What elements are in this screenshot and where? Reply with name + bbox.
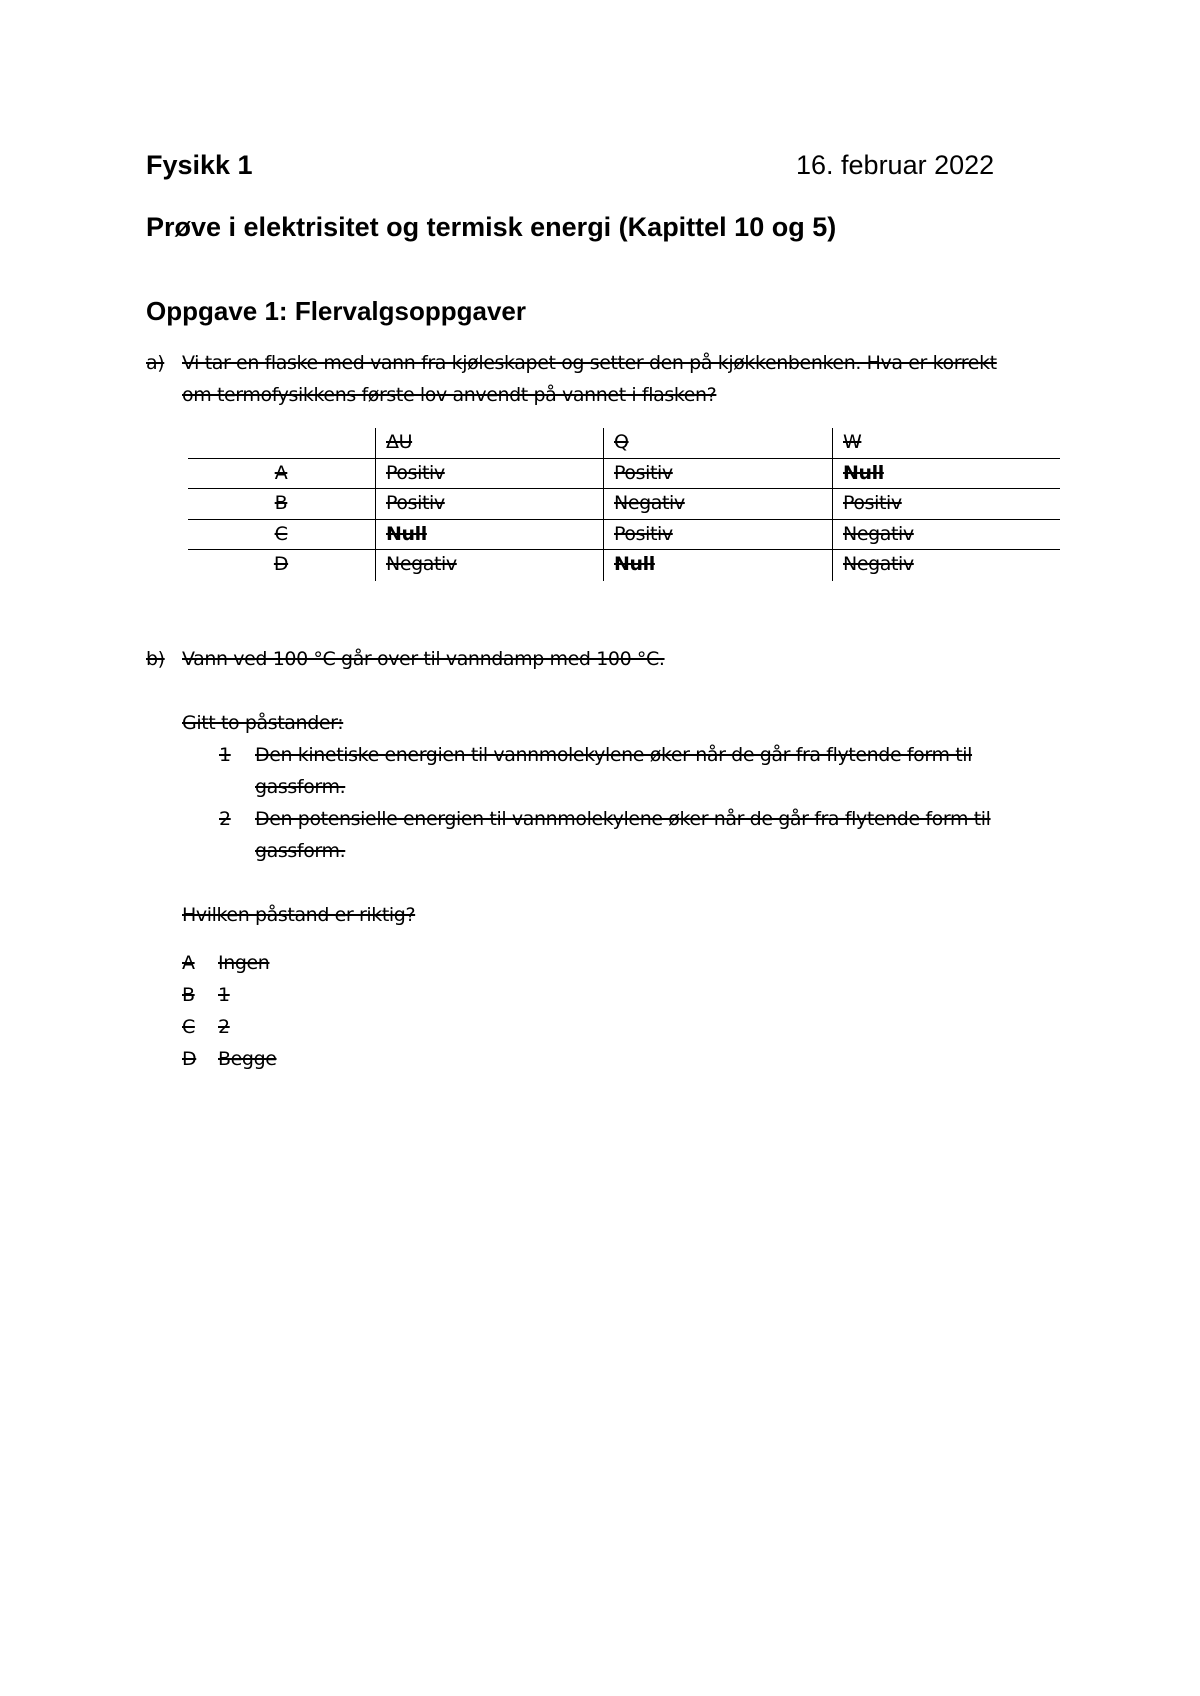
table-cell: Negativ [843,553,914,575]
option-b-letter: B [182,984,195,1006]
question-b-marker: b) [146,648,165,670]
table-column-divider [832,428,833,581]
table-header-delta-u: ΔU [386,431,413,453]
table-row-divider [188,488,1060,489]
option-d-text: Begge [218,1048,277,1070]
option-d-letter: D [182,1048,197,1070]
claim-1-line2: gassform. [255,776,346,798]
table-cell: Null [614,553,655,575]
table-row-label-d: D [273,553,289,575]
test-date: 16. februar 2022 [796,150,995,180]
claim-1-line1: Den kinetiske energien til vannmolekylene øker når de går fra flytende form til [255,744,973,766]
table-column-divider [375,428,376,581]
table-cell: Negativ [843,523,914,545]
claim-2-number: 2 [219,808,231,830]
table-cell: Null [386,523,427,545]
table-cell: Positiv [843,492,902,514]
course-title: Fysikk 1 [146,150,253,180]
table-cell: Negativ [614,492,685,514]
table-row-divider [188,549,1060,550]
question-b-prompt: Hvilken påstand er riktig? [182,904,416,926]
table-row-divider [188,458,1060,459]
option-c-text: 2 [218,1016,230,1038]
section-heading: Oppgave 1: Flervalgsoppgaver [146,296,527,326]
claim-2-line2: gassform. [255,840,346,862]
claim-1-number: 1 [219,744,231,766]
table-cell: Positiv [614,462,673,484]
table-header-q: Q [614,431,629,453]
table-column-divider [603,428,604,581]
question-a-marker: a) [146,352,165,374]
test-title: Prøve i elektrisitet og termisk energi (Kapittel 10 og 5) [146,212,837,242]
question-a-line1: Vi tar en flaske med vann fra kjøleskapet og setter den på kjøkkenbenken. Hva er korrekt [182,352,997,374]
table-row-label-a: A [274,462,288,484]
option-b-text: 1 [218,984,230,1006]
table-row-label-c: C [274,523,288,545]
claims-intro: Gitt to påstander: [182,712,344,734]
table-cell: Positiv [386,462,445,484]
table-row-divider [188,519,1060,520]
question-a-line2: om termofysikkens første lov anvendt på vannet i flasken? [182,384,717,406]
option-a-letter: A [182,952,195,974]
table-row-label-b: B [274,492,288,514]
table-cell: Null [843,462,884,484]
table-cell: Positiv [386,492,445,514]
option-a-text: Ingen [218,952,270,974]
table-header-w: W [843,431,862,453]
table-cell: Positiv [614,523,673,545]
claim-2-line1: Den potensielle energien til vannmolekylene øker når de går fra flytende form til [255,808,991,830]
option-c-letter: C [182,1016,195,1038]
table-cell: Negativ [386,553,457,575]
question-b-line1: Vann ved 100 °C går over til vanndamp med 100 °C. [182,648,665,670]
